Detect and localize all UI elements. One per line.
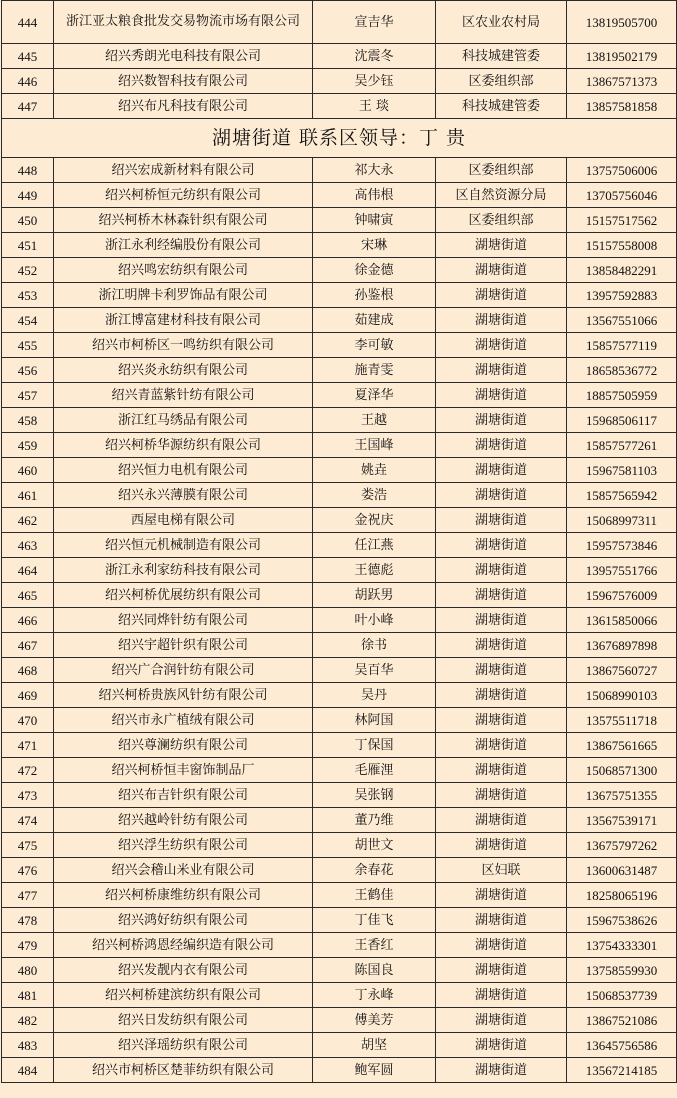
row-number-cell: 479 [2, 933, 54, 958]
phone-number-cell: 13758559930 [567, 958, 677, 983]
table-row [2, 283, 677, 308]
row-number-cell: 469 [2, 683, 54, 708]
department-cell: 湖塘街道 [436, 633, 567, 658]
phone-number-cell: 13705756046 [567, 183, 677, 208]
contact-person-cell: 宣吉华 [313, 1, 436, 44]
contact-person-cell: 傅美芳 [313, 1008, 436, 1033]
company-name-cell: 西屋电梯有限公司 [54, 508, 313, 533]
company-name-cell: 绍兴越岭针纺有限公司 [54, 808, 313, 833]
row-number-cell: 460 [2, 458, 54, 483]
contact-person-cell: 王德彪 [313, 558, 436, 583]
company-name-cell: 绍兴永兴薄膜有限公司 [54, 483, 313, 508]
row-number-cell: 454 [2, 308, 54, 333]
department-cell: 湖塘街道 [436, 408, 567, 433]
company-name-cell: 绍兴柯桥建滨纺织有限公司 [54, 983, 313, 1008]
company-name-cell: 绍兴布凡科技有限公司 [54, 94, 313, 119]
company-name-cell: 绍兴泽瑶纺织有限公司 [54, 1033, 313, 1058]
company-name-cell: 绍兴秀朗光电科技有限公司 [54, 44, 313, 69]
company-name-cell: 绍兴浮生纺织有限公司 [54, 833, 313, 858]
contact-person-cell: 施青雯 [313, 358, 436, 383]
department-cell: 湖塘街道 [436, 233, 567, 258]
table-row [2, 933, 677, 958]
table-row [2, 958, 677, 983]
table-row [2, 233, 677, 258]
contact-person-cell: 宋琳 [313, 233, 436, 258]
department-cell: 湖塘街道 [436, 383, 567, 408]
company-name-cell: 绍兴市柯桥区楚菲纺织有限公司 [54, 1058, 313, 1083]
department-cell: 区委组织部 [436, 69, 567, 94]
contact-person-cell: 丁保国 [313, 733, 436, 758]
contact-person-cell: 董乃维 [313, 808, 436, 833]
row-number-cell: 473 [2, 783, 54, 808]
row-number-cell: 444 [2, 1, 54, 44]
row-number-cell: 456 [2, 358, 54, 383]
department-cell: 湖塘街道 [436, 808, 567, 833]
table-row [2, 808, 677, 833]
phone-number-cell: 13867560727 [567, 658, 677, 683]
table-row [2, 608, 677, 633]
department-cell: 湖塘街道 [436, 683, 567, 708]
row-number-cell: 445 [2, 44, 54, 69]
row-number-cell: 481 [2, 983, 54, 1008]
row-number-cell: 480 [2, 958, 54, 983]
row-number-cell: 470 [2, 708, 54, 733]
row-number-cell: 478 [2, 908, 54, 933]
table-row [2, 508, 677, 533]
contact-person-cell: 祁大永 [313, 158, 436, 183]
department-cell: 湖塘街道 [436, 708, 567, 733]
row-number-cell: 462 [2, 508, 54, 533]
department-cell: 湖塘街道 [436, 758, 567, 783]
company-name-cell: 绍兴同烨针纺有限公司 [54, 608, 313, 633]
department-cell: 区妇联 [436, 858, 567, 883]
phone-number-cell: 15967538626 [567, 908, 677, 933]
company-name-cell: 绍兴柯桥康维纺织有限公司 [54, 883, 313, 908]
company-name-cell: 绍兴柯桥华源纺织有限公司 [54, 433, 313, 458]
contact-person-cell: 金祝庆 [313, 508, 436, 533]
company-name-cell: 绍兴青蓝紫针纺有限公司 [54, 383, 313, 408]
row-number-cell: 475 [2, 833, 54, 858]
phone-number-cell: 15857577119 [567, 333, 677, 358]
phone-number-cell: 13675751355 [567, 783, 677, 808]
table-row [2, 258, 677, 283]
contact-person-cell: 林阿国 [313, 708, 436, 733]
phone-number-cell: 13867521086 [567, 1008, 677, 1033]
table-row [2, 308, 677, 333]
company-name-cell: 绍兴柯桥优展纺织有限公司 [54, 583, 313, 608]
table-row [2, 758, 677, 783]
table-row [2, 658, 677, 683]
row-number-cell: 483 [2, 1033, 54, 1058]
department-cell: 湖塘街道 [436, 483, 567, 508]
phone-number-cell: 13754333301 [567, 933, 677, 958]
phone-number-cell: 13957551766 [567, 558, 677, 583]
contact-person-cell: 孙鉴根 [313, 283, 436, 308]
phone-number-cell: 13819502179 [567, 44, 677, 69]
phone-number-cell: 13615850066 [567, 608, 677, 633]
phone-number-cell: 13819505700 [567, 1, 677, 44]
row-number-cell: 482 [2, 1008, 54, 1033]
company-name-cell: 绍兴恒元机械制造有限公司 [54, 533, 313, 558]
company-name-cell: 绍兴布吉针织有限公司 [54, 783, 313, 808]
table-row [2, 183, 677, 208]
department-cell: 区农业农村局 [436, 1, 567, 44]
table-row [2, 583, 677, 608]
row-number-cell: 466 [2, 608, 54, 633]
company-name-cell: 绍兴会稽山米业有限公司 [54, 858, 313, 883]
phone-number-cell: 13567214185 [567, 1058, 677, 1083]
department-cell: 湖塘街道 [436, 508, 567, 533]
department-cell: 湖塘街道 [436, 733, 567, 758]
contact-person-cell: 王 琰 [313, 94, 436, 119]
phone-number-cell: 18258065196 [567, 883, 677, 908]
department-cell: 湖塘街道 [436, 1058, 567, 1083]
row-number-cell: 446 [2, 69, 54, 94]
department-cell: 湖塘街道 [436, 358, 567, 383]
contact-person-cell: 沈震冬 [313, 44, 436, 69]
section-header-group [2, 119, 677, 158]
table-row [2, 333, 677, 358]
contact-person-cell: 任江燕 [313, 533, 436, 558]
table-row [2, 94, 677, 119]
table-row [2, 633, 677, 658]
department-cell: 湖塘街道 [436, 333, 567, 358]
table-row [2, 208, 677, 233]
phone-number-cell: 15068571300 [567, 758, 677, 783]
contact-person-cell: 姚垚 [313, 458, 436, 483]
row-number-cell: 450 [2, 208, 54, 233]
department-cell: 湖塘街道 [436, 258, 567, 283]
contact-person-cell: 王鹤佳 [313, 883, 436, 908]
table-row [2, 158, 677, 183]
row-number-cell: 468 [2, 658, 54, 683]
phone-number-cell: 13600631487 [567, 858, 677, 883]
company-name-cell: 浙江永利经编股份有限公司 [54, 233, 313, 258]
section-header: 湖塘街道 联系区领导：丁 贵 [2, 119, 677, 158]
company-name-cell: 绍兴柯桥贵族风针纺有限公司 [54, 683, 313, 708]
table-row [2, 683, 677, 708]
contact-person-cell: 吴张钢 [313, 783, 436, 808]
company-name-cell: 绍兴广合润针纺有限公司 [54, 658, 313, 683]
table-row [2, 1, 677, 44]
department-cell: 湖塘街道 [436, 1008, 567, 1033]
contact-person-cell: 吴少钰 [313, 69, 436, 94]
table-row [2, 983, 677, 1008]
contact-person-cell: 胡世文 [313, 833, 436, 858]
table-row [2, 458, 677, 483]
contact-person-cell: 夏泽华 [313, 383, 436, 408]
phone-number-cell: 13957592883 [567, 283, 677, 308]
company-name-cell: 绍兴炎永纺织有限公司 [54, 358, 313, 383]
company-name-cell: 绍兴尊澜纺织有限公司 [54, 733, 313, 758]
department-cell: 区自然资源分局 [436, 183, 567, 208]
phone-number-cell: 13675797262 [567, 833, 677, 858]
phone-number-cell: 13567539171 [567, 808, 677, 833]
row-number-cell: 477 [2, 883, 54, 908]
company-name-cell: 绍兴恒力电机有限公司 [54, 458, 313, 483]
company-name-cell: 浙江博富建材科技有限公司 [54, 308, 313, 333]
department-cell: 湖塘街道 [436, 533, 567, 558]
phone-number-cell: 13858482291 [567, 258, 677, 283]
phone-number-cell: 15957573846 [567, 533, 677, 558]
table-row [2, 1058, 677, 1083]
contact-person-cell: 钟啸寅 [313, 208, 436, 233]
department-cell: 湖塘街道 [436, 933, 567, 958]
company-name-cell: 绍兴发靓内衣有限公司 [54, 958, 313, 983]
company-name-cell: 浙江亚太粮食批发交易物流市场有限公司 [54, 1, 313, 44]
company-name-cell: 绍兴柯桥恒元纺织有限公司 [54, 183, 313, 208]
phone-number-cell: 15967576009 [567, 583, 677, 608]
table-row [2, 69, 677, 94]
table-row [2, 383, 677, 408]
contact-person-cell: 王越 [313, 408, 436, 433]
department-cell: 湖塘街道 [436, 283, 567, 308]
table-row [2, 708, 677, 733]
department-cell: 湖塘街道 [436, 958, 567, 983]
department-cell: 湖塘街道 [436, 308, 567, 333]
phone-number-cell: 15068537739 [567, 983, 677, 1008]
phone-number-cell: 15857565942 [567, 483, 677, 508]
contact-person-cell: 高伟根 [313, 183, 436, 208]
department-cell: 湖塘街道 [436, 883, 567, 908]
contact-person-cell: 王香红 [313, 933, 436, 958]
department-cell: 区委组织部 [436, 208, 567, 233]
contact-person-cell: 李可敏 [313, 333, 436, 358]
company-name-cell: 绍兴宏成新材料有限公司 [54, 158, 313, 183]
table-row [2, 733, 677, 758]
row-number-cell: 476 [2, 858, 54, 883]
row-number-cell: 465 [2, 583, 54, 608]
company-name-cell: 绍兴数智科技有限公司 [54, 69, 313, 94]
phone-number-cell: 13676897898 [567, 633, 677, 658]
contact-person-cell: 丁佳飞 [313, 908, 436, 933]
enterprise-contact-table [1, 0, 677, 1083]
table-body-after-section [2, 158, 677, 1083]
row-number-cell: 455 [2, 333, 54, 358]
department-cell: 湖塘街道 [436, 833, 567, 858]
phone-number-cell: 13645756586 [567, 1033, 677, 1058]
phone-number-cell: 15068997311 [567, 508, 677, 533]
row-number-cell: 463 [2, 533, 54, 558]
row-number-cell: 467 [2, 633, 54, 658]
department-cell: 科技城建管委 [436, 44, 567, 69]
company-name-cell: 绍兴柯桥鸿恩经编织造有限公司 [54, 933, 313, 958]
phone-number-cell: 15068990103 [567, 683, 677, 708]
table-row [2, 558, 677, 583]
table-row [2, 858, 677, 883]
department-cell: 湖塘街道 [436, 783, 567, 808]
contact-person-cell: 徐书 [313, 633, 436, 658]
department-cell: 湖塘街道 [436, 908, 567, 933]
contact-person-cell: 余春花 [313, 858, 436, 883]
department-cell: 区委组织部 [436, 158, 567, 183]
section-header-row [2, 119, 677, 158]
phone-number-cell: 13857581858 [567, 94, 677, 119]
contact-person-cell: 鲍军圆 [313, 1058, 436, 1083]
company-name-cell: 浙江明牌卡利罗饰品有限公司 [54, 283, 313, 308]
row-number-cell: 447 [2, 94, 54, 119]
row-number-cell: 461 [2, 483, 54, 508]
row-number-cell: 472 [2, 758, 54, 783]
table-row [2, 833, 677, 858]
table-row [2, 1033, 677, 1058]
row-number-cell: 471 [2, 733, 54, 758]
contact-person-cell: 吴百华 [313, 658, 436, 683]
department-cell: 科技城建管委 [436, 94, 567, 119]
company-name-cell: 绍兴鸣宏纺织有限公司 [54, 258, 313, 283]
department-cell: 湖塘街道 [436, 458, 567, 483]
table-row [2, 533, 677, 558]
phone-number-cell: 15857577261 [567, 433, 677, 458]
department-cell: 湖塘街道 [436, 983, 567, 1008]
row-number-cell: 448 [2, 158, 54, 183]
phone-number-cell: 15157517562 [567, 208, 677, 233]
table-row [2, 408, 677, 433]
table-row [2, 908, 677, 933]
table-row [2, 483, 677, 508]
contact-person-cell: 胡坚 [313, 1033, 436, 1058]
phone-number-cell: 15157558008 [567, 233, 677, 258]
contact-person-cell: 陈国良 [313, 958, 436, 983]
contact-person-cell: 王国峰 [313, 433, 436, 458]
table-row [2, 433, 677, 458]
phone-number-cell: 13575511718 [567, 708, 677, 733]
department-cell: 湖塘街道 [436, 658, 567, 683]
company-name-cell: 绍兴柯桥木林森针织有限公司 [54, 208, 313, 233]
phone-number-cell: 13867571373 [567, 69, 677, 94]
table-row [2, 883, 677, 908]
company-name-cell: 绍兴宇超针织有限公司 [54, 633, 313, 658]
phone-number-cell: 15968506117 [567, 408, 677, 433]
contact-person-cell: 吴丹 [313, 683, 436, 708]
phone-number-cell: 13567551066 [567, 308, 677, 333]
phone-number-cell: 13867561665 [567, 733, 677, 758]
department-cell: 湖塘街道 [436, 583, 567, 608]
row-number-cell: 458 [2, 408, 54, 433]
phone-number-cell: 13757506006 [567, 158, 677, 183]
table-row [2, 44, 677, 69]
row-number-cell: 459 [2, 433, 54, 458]
company-name-cell: 浙江红马绣品有限公司 [54, 408, 313, 433]
contact-person-cell: 徐金德 [313, 258, 436, 283]
company-name-cell: 绍兴柯桥恒丰窗饰制品厂 [54, 758, 313, 783]
company-name-cell: 绍兴鸿好纺织有限公司 [54, 908, 313, 933]
contact-person-cell: 丁永峰 [313, 983, 436, 1008]
department-cell: 湖塘街道 [436, 1033, 567, 1058]
company-name-cell: 绍兴市柯桥区一鸣纺织有限公司 [54, 333, 313, 358]
row-number-cell: 452 [2, 258, 54, 283]
contact-person-cell: 毛雁浬 [313, 758, 436, 783]
company-name-cell: 绍兴市永广植绒有限公司 [54, 708, 313, 733]
table-row [2, 783, 677, 808]
company-name-cell: 绍兴日发纺织有限公司 [54, 1008, 313, 1033]
table-body-before-section [2, 1, 677, 119]
phone-number-cell: 15967581103 [567, 458, 677, 483]
contact-person-cell: 叶小峰 [313, 608, 436, 633]
department-cell: 湖塘街道 [436, 608, 567, 633]
row-number-cell: 457 [2, 383, 54, 408]
department-cell: 湖塘街道 [436, 433, 567, 458]
contact-person-cell: 茹建成 [313, 308, 436, 333]
row-number-cell: 451 [2, 233, 54, 258]
department-cell: 湖塘街道 [436, 558, 567, 583]
row-number-cell: 453 [2, 283, 54, 308]
company-name-cell: 浙江永利家纺科技有限公司 [54, 558, 313, 583]
phone-number-cell: 18658536772 [567, 358, 677, 383]
contact-person-cell: 胡跃男 [313, 583, 436, 608]
row-number-cell: 464 [2, 558, 54, 583]
phone-number-cell: 18857505959 [567, 383, 677, 408]
contact-person-cell: 娄浩 [313, 483, 436, 508]
row-number-cell: 474 [2, 808, 54, 833]
row-number-cell: 484 [2, 1058, 54, 1083]
table-row [2, 1008, 677, 1033]
row-number-cell: 449 [2, 183, 54, 208]
table-row [2, 358, 677, 383]
